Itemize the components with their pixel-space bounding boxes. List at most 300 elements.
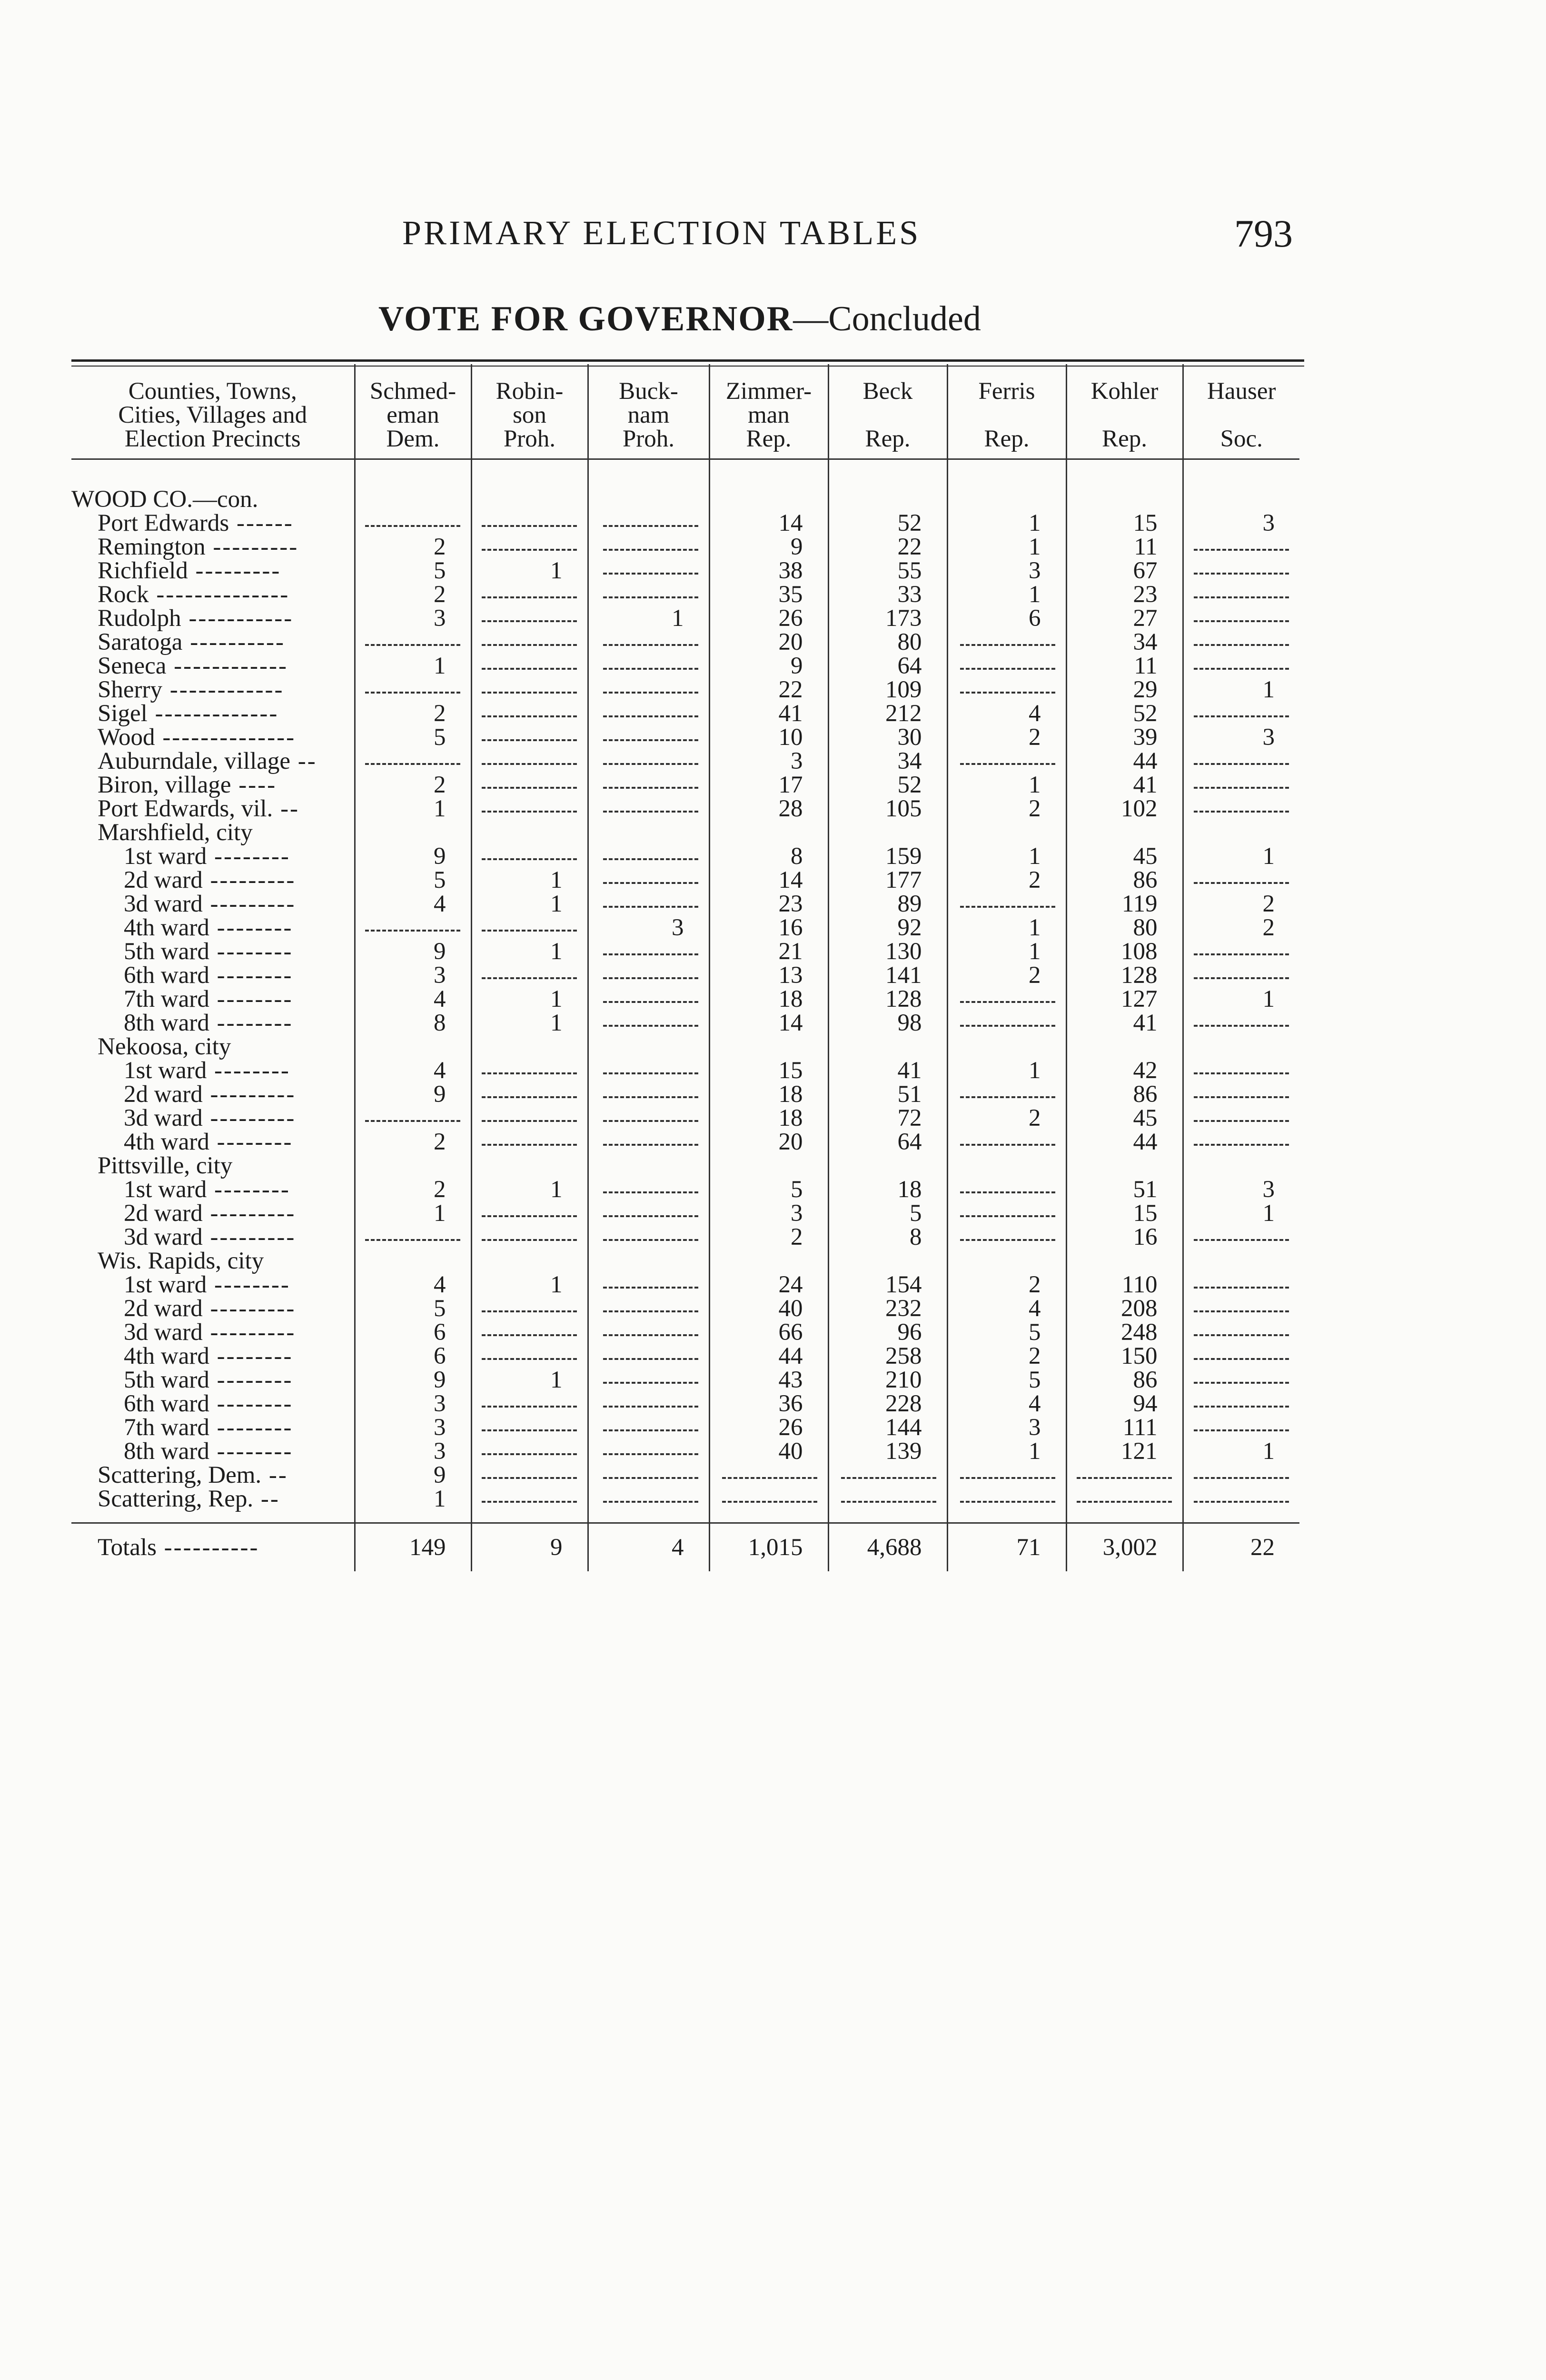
dash-leader [722, 1477, 817, 1479]
cell-value: 22 [897, 534, 922, 560]
cell-value: 15 [1133, 510, 1158, 536]
cell-value: 16 [778, 914, 803, 941]
table-cell [947, 487, 1066, 511]
table-cell [828, 1035, 947, 1059]
cell-value: 1 [550, 938, 563, 965]
table-cell [1183, 654, 1299, 678]
table-cell [1183, 773, 1299, 797]
table-cell [709, 1344, 828, 1368]
table-cell [828, 1178, 947, 1201]
cell-value: 64 [897, 653, 922, 679]
cell-value: 15 [778, 1057, 803, 1084]
precinct-label [71, 1225, 355, 1249]
table-cell [471, 1059, 588, 1082]
cell-value: 45 [1133, 1105, 1158, 1131]
table-cell [1066, 678, 1183, 702]
table-cell [709, 868, 828, 892]
table-header [71, 364, 1299, 459]
table-cell [355, 1523, 471, 1572]
table-row [71, 987, 1299, 1011]
table-cell [355, 1511, 471, 1523]
dash-leader [841, 1501, 936, 1503]
table-cell [1183, 821, 1299, 844]
column-header-line: Election Precincts [124, 426, 301, 452]
dot-leaders: ----------- [181, 605, 294, 632]
cell-value: 26 [778, 1414, 803, 1441]
precinct-label [71, 1178, 355, 1201]
cell-value: 128 [1121, 962, 1158, 989]
table-cell [355, 487, 471, 511]
column-header-line: Robin- [496, 378, 564, 405]
precinct-name: 5th ward [124, 938, 209, 965]
cell-value: 1 [550, 1271, 563, 1298]
precinct-label [71, 1059, 355, 1082]
table-cell [1066, 459, 1183, 488]
table-cell [947, 583, 1066, 606]
dot-leaders: -------------- [149, 581, 290, 608]
column-header-line: eman [386, 402, 439, 428]
table-cell [355, 963, 471, 987]
dot-leaders: ---------- [182, 629, 286, 655]
table-cell [947, 1511, 1066, 1523]
cell-value: 80 [1133, 914, 1158, 941]
table-cell [709, 1178, 828, 1201]
cell-value: 2 [434, 1176, 446, 1203]
table-cell [1183, 1273, 1299, 1297]
cell-value: 2 [434, 581, 446, 608]
table-cell [828, 940, 947, 963]
table-cell [947, 630, 1066, 654]
table-cell [828, 1273, 947, 1297]
cell-value: 1 [1029, 1438, 1041, 1465]
table-cell [355, 797, 471, 821]
table-row [71, 1344, 1299, 1368]
table-cell [588, 1511, 709, 1523]
precinct-label [71, 702, 355, 725]
table-cell [355, 916, 471, 940]
totals-separator [71, 1511, 1299, 1523]
table-row [71, 1059, 1299, 1082]
cell-value: 1 [1029, 1057, 1041, 1084]
cell-value: 9 [434, 1367, 446, 1393]
subgroup-row [71, 1154, 1299, 1178]
dash-leader [482, 1501, 577, 1503]
cell-value: 71 [1016, 1534, 1041, 1561]
table-cell [355, 1178, 471, 1201]
cell-value: 248 [1121, 1319, 1158, 1346]
column-header-line [948, 403, 1066, 427]
table-cell [355, 702, 471, 725]
dot-leaders: --------- [205, 534, 299, 560]
cell-value: 45 [1133, 843, 1158, 870]
precinct-label [71, 1320, 355, 1344]
table-cell [709, 987, 828, 1011]
cell-value: 24 [778, 1271, 803, 1298]
cell-value: 14 [778, 510, 803, 536]
table-cell [588, 1059, 709, 1082]
cell-value: 2 [434, 700, 446, 727]
table-cell [828, 1201, 947, 1225]
cell-value: 1 [550, 1176, 563, 1203]
table-cell [947, 868, 1066, 892]
table-cell [1066, 844, 1183, 868]
table-cell [355, 1011, 471, 1035]
cell-value: 2 [1029, 795, 1041, 822]
cell-value: 66 [778, 1319, 803, 1346]
table-cell [355, 821, 471, 844]
totals-label [71, 1523, 355, 1572]
table-cell [709, 535, 828, 559]
dash-leader [603, 1453, 698, 1455]
table-cell [709, 487, 828, 511]
dash-leader [603, 525, 698, 527]
table-cell [1183, 1130, 1299, 1154]
cell-value: 6 [434, 1319, 446, 1346]
cell-value: 41 [1133, 772, 1158, 798]
table-cell [709, 1249, 828, 1273]
table-cell [355, 511, 471, 535]
table-cell [1066, 535, 1183, 559]
table-cell [947, 1297, 1066, 1320]
table-cell [709, 1392, 828, 1416]
cell-value: 15 [1133, 1200, 1158, 1227]
table-cell [709, 583, 828, 606]
cell-value: 14 [778, 867, 803, 893]
table-cell [471, 1130, 588, 1154]
column-header-candidate [588, 364, 709, 459]
table-cell [1183, 1082, 1299, 1106]
table-cell [471, 963, 588, 987]
table-cell [1066, 511, 1183, 535]
table-row [71, 1439, 1299, 1463]
table-cell [709, 1297, 828, 1320]
table-cell [828, 1297, 947, 1320]
precinct-label [71, 1130, 355, 1154]
table-cell [588, 821, 709, 844]
dash-leader [482, 596, 577, 598]
cell-value: 128 [885, 986, 922, 1012]
table-cell [71, 459, 355, 488]
table-cell [828, 1059, 947, 1082]
cell-value: 3 [672, 914, 684, 941]
table-cell [1066, 1463, 1183, 1487]
table-cell [1066, 1011, 1183, 1035]
table-cell [709, 797, 828, 821]
table-cell [355, 559, 471, 583]
cell-value: 1 [1029, 534, 1041, 560]
precinct-name: Sigel [98, 700, 148, 727]
precinct-label [71, 1297, 355, 1320]
cell-value: 109 [885, 676, 922, 703]
table-cell [828, 535, 947, 559]
dot-leaders: --------- [202, 1200, 296, 1227]
table-cell [1183, 535, 1299, 559]
cell-value: 5 [434, 557, 446, 584]
dot-leaders: -- [290, 748, 317, 774]
dash-leader [365, 763, 460, 765]
table-cell [828, 1487, 947, 1511]
table-cell [1183, 1487, 1299, 1511]
table-cell [1183, 1011, 1299, 1035]
dash-leader [482, 620, 577, 622]
table-cell [355, 1320, 471, 1344]
precinct-name: 3d ward [124, 1319, 203, 1346]
table-cell [947, 654, 1066, 678]
table-row [71, 1297, 1299, 1320]
table-cell [588, 749, 709, 773]
table-cell [709, 1320, 828, 1344]
dash-leader [960, 1239, 1055, 1241]
table-cell [588, 797, 709, 821]
table-cell [947, 1523, 1066, 1572]
table-cell [1183, 1320, 1299, 1344]
table-cell [471, 916, 588, 940]
cell-value: 14 [778, 1010, 803, 1036]
cell-value: 5 [910, 1200, 922, 1227]
table-cell [828, 702, 947, 725]
cell-value: 173 [885, 605, 922, 632]
dash-leader [603, 668, 698, 670]
table-cell [1183, 725, 1299, 749]
column-header-line: Kohler [1090, 378, 1159, 405]
dash-leader [365, 1120, 460, 1122]
cell-value: 86 [1133, 1367, 1158, 1393]
dash-leader [603, 1429, 698, 1431]
cell-value: 23 [778, 891, 803, 917]
dot-leaders: --------- [188, 557, 281, 584]
cell-value: 18 [778, 1105, 803, 1131]
precinct-name: Scattering, Rep. [98, 1486, 254, 1512]
table-cell [1066, 1273, 1183, 1297]
table-cell [828, 1082, 947, 1106]
table-cell [355, 1225, 471, 1249]
table-cell [1066, 1154, 1183, 1178]
table-cell [1183, 1523, 1299, 1572]
table-cell [947, 1320, 1066, 1344]
cell-value: 4 [434, 891, 446, 917]
cell-value: 2 [1029, 724, 1041, 751]
cell-value: 23 [1133, 581, 1158, 608]
table-cell [1183, 797, 1299, 821]
table-cell [828, 1011, 947, 1035]
table-cell [471, 459, 588, 488]
cell-value: 149 [409, 1534, 446, 1561]
cell-value: 1 [1029, 938, 1041, 965]
table-cell [1066, 606, 1183, 630]
cell-value: 228 [885, 1390, 922, 1417]
dash-leader [1194, 1382, 1289, 1384]
cell-value: 9 [791, 653, 803, 679]
cell-value: 27 [1133, 605, 1158, 632]
table-cell [709, 844, 828, 868]
table-cell [828, 606, 947, 630]
table-cell [709, 654, 828, 678]
table-cell [709, 1035, 828, 1059]
dash-leader [603, 1215, 698, 1217]
table-row [71, 1368, 1299, 1392]
table-row [71, 583, 1299, 606]
cell-value: 18 [778, 1081, 803, 1108]
table-cell [355, 1487, 471, 1511]
cell-value: 2 [1029, 962, 1041, 989]
precinct-name: Wis. Rapids, city [98, 1248, 264, 1274]
table-cell [588, 535, 709, 559]
dash-leader [1194, 763, 1289, 765]
precinct-name: 3d ward [124, 1105, 203, 1131]
cell-value: 141 [885, 962, 922, 989]
table-cell [471, 987, 588, 1011]
dash-leader [1194, 573, 1289, 575]
table-cell [1066, 1392, 1183, 1416]
dash-leader [603, 739, 698, 741]
table-cell [1183, 916, 1299, 940]
dot-leaders: ------------- [147, 700, 279, 727]
column-header-line: Dem. [386, 426, 440, 452]
dash-leader [603, 573, 698, 575]
cell-value: 17 [778, 772, 803, 798]
table-cell [471, 725, 588, 749]
precinct-name: Biron, village [98, 772, 231, 798]
cell-value: 130 [885, 938, 922, 965]
table-row [71, 773, 1299, 797]
table-cell [355, 1273, 471, 1297]
dash-leader [482, 1358, 577, 1360]
cell-value: 139 [885, 1438, 922, 1465]
table-cell [828, 844, 947, 868]
precinct-label [71, 1416, 355, 1439]
dash-leader [603, 977, 698, 979]
table-cell [471, 1249, 588, 1273]
dash-leader [1194, 1358, 1289, 1360]
table-row [71, 630, 1299, 654]
dash-leader [1077, 1501, 1172, 1503]
table-cell [709, 1273, 828, 1297]
table-row [71, 1392, 1299, 1416]
precinct-label [71, 797, 355, 821]
table-cell [828, 916, 947, 940]
table-cell [1066, 892, 1183, 916]
cell-value: 5 [1029, 1319, 1041, 1346]
table-cell [588, 630, 709, 654]
table-cell [947, 1130, 1066, 1154]
table-cell [709, 1059, 828, 1082]
cell-value: 9 [434, 938, 446, 965]
table-cell [471, 1463, 588, 1487]
cell-value: 4 [1029, 1295, 1041, 1322]
table-title-main: VOTE FOR GOVERNOR [378, 299, 793, 338]
dot-leaders: -------- [207, 1057, 290, 1084]
cell-value: 43 [778, 1367, 803, 1393]
precinct-label [71, 654, 355, 678]
table-cell [588, 1178, 709, 1201]
dot-leaders: -------- [209, 1010, 293, 1036]
precinct-name: 2d ward [124, 1081, 203, 1108]
column-header-candidate [947, 364, 1066, 459]
cell-value: 4 [434, 1271, 446, 1298]
dash-leader [365, 692, 460, 694]
table-cell [588, 702, 709, 725]
column-header-line: Proh. [622, 426, 675, 452]
table-cell [1066, 987, 1183, 1011]
table-cell [71, 1511, 355, 1523]
dash-leader [482, 1453, 577, 1455]
table-cell [1183, 583, 1299, 606]
table-cell [709, 1487, 828, 1511]
table-cell [588, 487, 709, 511]
table-cell [1183, 1178, 1299, 1201]
table-cell [1183, 1439, 1299, 1463]
table-cell [709, 821, 828, 844]
cell-value: 40 [778, 1295, 803, 1322]
table-cell [947, 940, 1066, 963]
cell-value: 3 [791, 748, 803, 774]
table-cell [1183, 459, 1299, 488]
table-cell [828, 987, 947, 1011]
dash-leader [603, 882, 698, 884]
table-cell [947, 797, 1066, 821]
table-cell [947, 606, 1066, 630]
table-cell [1183, 844, 1299, 868]
dot-leaders: -------- [209, 1367, 293, 1393]
table-cell [828, 1511, 947, 1523]
cell-value: 86 [1133, 867, 1158, 893]
table-cell [471, 1082, 588, 1106]
cell-value: 3 [434, 1390, 446, 1417]
table-row [71, 606, 1299, 630]
dash-leader [1077, 1477, 1172, 1479]
table-cell [828, 1439, 947, 1463]
table-cell [1066, 797, 1183, 821]
table-row [71, 1082, 1299, 1106]
table-cell [588, 844, 709, 868]
cell-value: 22 [778, 676, 803, 703]
cell-value: 98 [897, 1010, 922, 1036]
table-cell [588, 1082, 709, 1106]
dash-leader [603, 1096, 698, 1098]
table-cell [947, 1344, 1066, 1368]
cell-value: 1 [1029, 914, 1041, 941]
dash-leader [1194, 1429, 1289, 1431]
cell-value: 2 [1029, 867, 1041, 893]
table-cell [471, 606, 588, 630]
cell-value: 3 [434, 962, 446, 989]
cell-value: 96 [897, 1319, 922, 1346]
table-cell [471, 1511, 588, 1523]
dash-leader [1194, 1334, 1289, 1336]
precinct-name: 6th ward [124, 1390, 209, 1417]
table-cell [1066, 559, 1183, 583]
dot-leaders: ---- [231, 772, 277, 798]
table-cell [1183, 1035, 1299, 1059]
precinct-name: Saratoga [98, 629, 183, 655]
table-cell [1183, 1511, 1299, 1523]
table-row [71, 749, 1299, 773]
dash-leader [603, 715, 698, 717]
table-cell [709, 459, 828, 488]
table-cell [1183, 1368, 1299, 1392]
table-cell [947, 892, 1066, 916]
cell-value: 1 [1262, 1438, 1275, 1465]
table-cell [355, 987, 471, 1011]
cell-value: 121 [1121, 1438, 1158, 1465]
dot-leaders: ---------- [156, 1534, 259, 1561]
cell-value: 1 [672, 605, 684, 632]
precinct-name: 1st ward [124, 1271, 207, 1298]
dash-leader [1194, 1096, 1289, 1098]
precinct-label [71, 916, 355, 940]
table-cell [1066, 630, 1183, 654]
table-cell [1066, 487, 1183, 511]
